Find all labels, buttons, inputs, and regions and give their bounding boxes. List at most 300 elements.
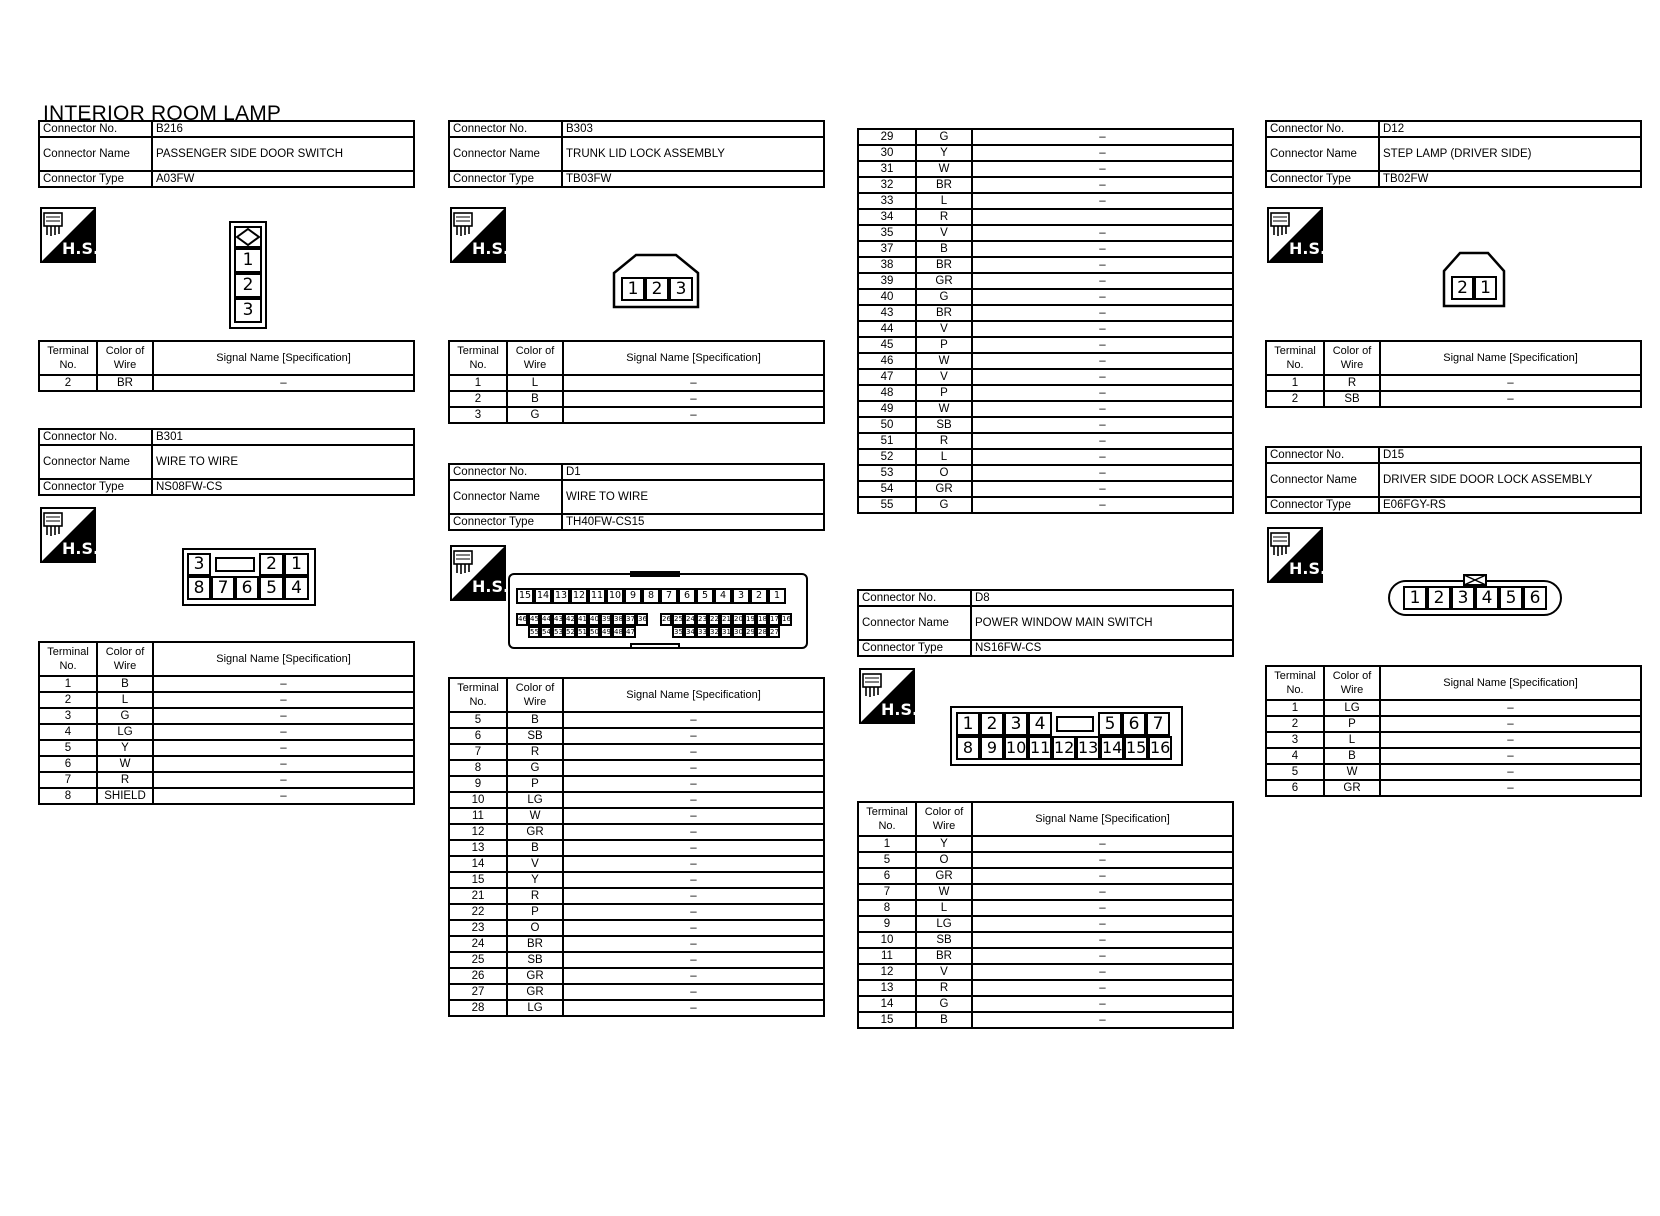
terminal-no-cell: 5: [39, 740, 97, 756]
wire-color-cell: L: [507, 375, 563, 391]
connector-pin: 3: [1451, 586, 1475, 610]
connector-key: [1056, 716, 1094, 732]
connector-latch-icon: [1463, 574, 1487, 586]
terminal-no-cell: 40: [858, 289, 916, 305]
signal-name-cell: –: [972, 353, 1233, 369]
terminal-no-cell: 5: [858, 852, 916, 868]
signal-name-cell: –: [563, 728, 824, 744]
terminal-no-cell: 46: [858, 353, 916, 369]
connector-pin: 1: [1474, 276, 1497, 300]
table-row: [39, 708, 414, 724]
table-row: [858, 257, 1233, 273]
connector-name-value: STEP LAMP (DRIVER SIDE): [1379, 137, 1641, 171]
wire-color-cell: G: [507, 760, 563, 776]
label-connector-type: Connector Type: [858, 640, 971, 656]
table-row: [449, 952, 824, 968]
connector-d8-face: [950, 706, 1183, 766]
connector-pin: 2: [1451, 276, 1474, 300]
wire-color-cell: GR: [507, 984, 563, 1000]
connector-pin: 40: [588, 613, 600, 626]
wire-color-cell: BR: [916, 305, 972, 321]
terminal-no-cell: 29: [858, 129, 916, 145]
color-header: Color of Wire: [97, 642, 153, 676]
signal-name-cell: –: [972, 289, 1233, 305]
connector-pin: 45: [528, 613, 540, 626]
signal-name-cell: –: [153, 740, 414, 756]
label-connector-name: Connector Name: [39, 445, 152, 479]
connector-d12-header: [1265, 120, 1642, 188]
table-row: [39, 676, 414, 692]
table-row: [449, 1000, 824, 1016]
signal-name-cell: –: [563, 824, 824, 840]
terminal-no-cell: 1: [1266, 700, 1324, 716]
signal-name-cell: –: [972, 980, 1233, 996]
label-connector-name: Connector Name: [858, 606, 971, 640]
hs-label: H.S.: [472, 577, 510, 596]
connector-d8-header: [857, 589, 1234, 657]
terminal-no-cell: 14: [858, 996, 916, 1012]
wire-color-cell: BR: [916, 948, 972, 964]
label-connector-name: Connector Name: [1266, 137, 1379, 171]
connector-pin: 2: [980, 712, 1004, 736]
connector-b216-terminal-table: [38, 340, 415, 392]
table-row: [858, 177, 1233, 193]
connector-pin: 10: [606, 588, 624, 604]
connector-name-value: DRIVER SIDE DOOR LOCK ASSEMBLY: [1379, 463, 1641, 497]
connector-pin: 12: [1052, 736, 1076, 760]
terminal-no-cell: 37: [858, 241, 916, 257]
terminal-no-cell: 5: [449, 712, 507, 728]
connector-b303-face: [612, 253, 700, 309]
wire-color-cell: GR: [507, 968, 563, 984]
terminal-no-cell: 32: [858, 177, 916, 193]
terminal-no-cell: 6: [449, 728, 507, 744]
wire-color-cell: G: [97, 708, 153, 724]
terminal-no-cell: 31: [858, 161, 916, 177]
signal-name-cell: –: [1380, 716, 1641, 732]
table-row: [1266, 375, 1641, 391]
signal-name-cell: –: [972, 241, 1233, 257]
connector-pin: 16: [780, 613, 792, 626]
terminal-no-cell: 10: [858, 932, 916, 948]
connector-d12-terminal-table: [1265, 340, 1642, 408]
signal-name-cell: –: [972, 948, 1233, 964]
table-row: [858, 321, 1233, 337]
connector-latch: [630, 643, 680, 649]
table-row: [1266, 748, 1641, 764]
hs-icon: [40, 507, 100, 563]
connector-no-value: B301: [152, 429, 414, 445]
table-row: [1266, 780, 1641, 796]
wire-color-cell: P: [507, 904, 563, 920]
connector-type-value: E06FGY-RS: [1379, 497, 1641, 513]
connector-pin: 1: [1403, 586, 1427, 610]
table-row: [858, 305, 1233, 321]
signal-name-cell: –: [972, 417, 1233, 433]
terminal-no-cell: 7: [449, 744, 507, 760]
hs-icon: [1267, 527, 1327, 583]
connector-pin: 36: [636, 613, 648, 626]
signal-name-cell: –: [972, 433, 1233, 449]
table-row: [858, 465, 1233, 481]
terminal-no-cell: 13: [449, 840, 507, 856]
terminal-no-header: Terminal No.: [858, 802, 916, 836]
wire-color-cell: W: [916, 401, 972, 417]
connector-b301-header: [38, 428, 415, 496]
connector-d15-face: [1388, 574, 1562, 618]
signal-name-cell: –: [972, 321, 1233, 337]
connector-latch: [630, 571, 680, 577]
terminal-no-cell: 3: [39, 708, 97, 724]
terminal-no-cell: 8: [449, 760, 507, 776]
connector-type-value: NS16FW-CS: [971, 640, 1233, 656]
connector-pin: 55: [530, 628, 539, 636]
terminal-no-cell: 51: [858, 433, 916, 449]
table-row: [449, 936, 824, 952]
table-row: [858, 932, 1233, 948]
signal-name-cell: –: [563, 952, 824, 968]
wire-color-cell: Y: [507, 872, 563, 888]
connector-d8-terminal-table: [857, 801, 1234, 1029]
signal-name-cell: –: [1380, 700, 1641, 716]
signal-name-cell: –: [1380, 732, 1641, 748]
connector-d15-header: [1265, 446, 1642, 514]
signal-name-cell: –: [972, 900, 1233, 916]
connector-pin: 5: [696, 588, 714, 604]
wire-color-cell: R: [1324, 375, 1380, 391]
wire-color-cell: SB: [507, 728, 563, 744]
connector-b303-header: [448, 120, 825, 188]
connector-pin: 52: [566, 628, 575, 636]
hs-icon: [1267, 207, 1327, 263]
wire-color-cell: GR: [507, 824, 563, 840]
connector-type-value: TH40FW-CS15: [562, 514, 824, 530]
connector-pin: 22: [708, 613, 720, 626]
terminal-no-cell: 2: [1266, 716, 1324, 732]
connector-pin: 6: [1122, 712, 1146, 736]
signal-name-cell: –: [1380, 748, 1641, 764]
wire-color-cell: L: [97, 692, 153, 708]
wire-color-cell: LG: [507, 792, 563, 808]
connector-pin: 35: [674, 628, 683, 636]
wire-color-cell: V: [916, 321, 972, 337]
connector-d1-terminal-table: [448, 677, 825, 1017]
connector-pin: 54: [542, 628, 551, 636]
table-row: [858, 852, 1233, 868]
connector-pin: 14: [534, 588, 552, 604]
wire-color-cell: BR: [916, 257, 972, 273]
connector-b303-terminal-table: [448, 340, 825, 424]
terminal-no-cell: 5: [1266, 764, 1324, 780]
table-row: [858, 1012, 1233, 1028]
terminal-no-header: Terminal No.: [1266, 666, 1324, 700]
connector-d12-face: [1442, 251, 1506, 308]
signal-name-cell: –: [972, 497, 1233, 513]
signal-name-cell: –: [563, 407, 824, 423]
wire-color-cell: W: [916, 353, 972, 369]
connector-pin: 38: [612, 613, 624, 626]
signal-header: Signal Name [Specification]: [153, 642, 414, 676]
wire-color-cell: R: [916, 433, 972, 449]
connector-pin: 3: [669, 277, 693, 301]
signal-name-cell: –: [563, 1000, 824, 1016]
terminal-no-cell: 2: [39, 375, 97, 391]
wire-color-cell: R: [916, 209, 972, 225]
connector-pin: 8: [187, 576, 211, 600]
label-connector-name: Connector Name: [449, 480, 562, 514]
signal-header: Signal Name [Specification]: [1380, 341, 1641, 375]
signal-name-cell: –: [972, 193, 1233, 209]
terminal-no-cell: 2: [449, 391, 507, 407]
connector-pin: 29: [746, 628, 755, 636]
wire-color-cell: LG: [916, 916, 972, 932]
signal-name-cell: –: [972, 449, 1233, 465]
wire-color-cell: O: [507, 920, 563, 936]
signal-name-cell: –: [153, 724, 414, 740]
signal-name-cell: –: [972, 1012, 1233, 1028]
terminal-no-header: Terminal No.: [449, 678, 507, 712]
connector-pin: 15: [1124, 736, 1148, 760]
connector-pin: 26: [660, 613, 672, 626]
table-row: [449, 744, 824, 760]
connector-pin: 24: [684, 613, 696, 626]
connector-type-value: TB02FW: [1379, 171, 1641, 187]
connector-pin: 9: [624, 588, 642, 604]
wire-color-cell: SB: [916, 417, 972, 433]
wire-color-cell: W: [97, 756, 153, 772]
table-row: [858, 980, 1233, 996]
terminal-no-cell: 33: [858, 193, 916, 209]
signal-name-cell: –: [1380, 375, 1641, 391]
signal-name-cell: –: [153, 375, 414, 391]
table-row: [858, 449, 1233, 465]
signal-name-cell: –: [972, 273, 1233, 289]
wire-color-cell: SB: [916, 932, 972, 948]
connector-pin: 4: [714, 588, 732, 604]
signal-name-cell: –: [972, 225, 1233, 241]
connector-pin: 7: [211, 576, 235, 600]
signal-name-cell: –: [153, 756, 414, 772]
terminal-no-cell: 9: [858, 916, 916, 932]
connector-key: [215, 557, 255, 572]
connector-pin: 31: [722, 628, 731, 636]
connector-pin: 3: [732, 588, 750, 604]
wire-color-cell: GR: [916, 868, 972, 884]
connector-pin: 50: [590, 628, 599, 636]
terminal-no-cell: 39: [858, 273, 916, 289]
terminal-no-cell: 27: [449, 984, 507, 1000]
signal-name-cell: –: [563, 744, 824, 760]
wire-color-cell: SB: [1324, 391, 1380, 407]
table-row: [449, 888, 824, 904]
wire-color-cell: V: [507, 856, 563, 872]
wire-color-cell: Y: [916, 145, 972, 161]
label-connector-type: Connector Type: [1266, 171, 1379, 187]
terminal-no-cell: 1: [858, 836, 916, 852]
hs-label: H.S.: [1289, 559, 1327, 578]
connector-d1-header: [448, 463, 825, 531]
signal-header: Signal Name [Specification]: [563, 678, 824, 712]
label-connector-name: Connector Name: [449, 137, 562, 171]
wire-color-cell: BR: [97, 375, 153, 391]
connector-no-value: B303: [562, 121, 824, 137]
connector-pin: 3: [187, 553, 211, 576]
table-row: [858, 868, 1233, 884]
wire-color-cell: P: [916, 385, 972, 401]
wire-color-cell: LG: [97, 724, 153, 740]
table-row: [858, 145, 1233, 161]
table-row: [858, 241, 1233, 257]
wire-color-cell: L: [916, 449, 972, 465]
signal-name-cell: –: [972, 465, 1233, 481]
label-connector-type: Connector Type: [39, 171, 152, 187]
connector-pin: 48: [614, 628, 623, 636]
signal-name-cell: –: [563, 391, 824, 407]
signal-name-cell: –: [972, 916, 1233, 932]
signal-name-cell: –: [563, 776, 824, 792]
page-title: INTERIOR ROOM LAMP: [43, 102, 282, 125]
hs-icon: [40, 207, 100, 263]
table-row: [858, 900, 1233, 916]
terminal-no-cell: 8: [858, 900, 916, 916]
terminal-no-cell: 47: [858, 369, 916, 385]
signal-name-cell: –: [153, 692, 414, 708]
wire-color-cell: B: [507, 840, 563, 856]
signal-name-cell: –: [972, 369, 1233, 385]
table-row: [858, 273, 1233, 289]
terminal-no-cell: 6: [39, 756, 97, 772]
signal-name-cell: –: [972, 836, 1233, 852]
table-row: [449, 904, 824, 920]
connector-pin: 6: [1523, 586, 1547, 610]
table-row: [858, 948, 1233, 964]
signal-name-cell: –: [153, 708, 414, 724]
table-row: [858, 337, 1233, 353]
color-header: Color of Wire: [1324, 666, 1380, 700]
wire-color-cell: G: [916, 129, 972, 145]
table-row: [449, 840, 824, 856]
signal-name-cell: –: [563, 920, 824, 936]
wire-color-cell: GR: [1324, 780, 1380, 796]
signal-name-cell: –: [972, 481, 1233, 497]
color-header: Color of Wire: [97, 341, 153, 375]
connector-no-value: D8: [971, 590, 1233, 606]
table-row: [858, 401, 1233, 417]
connector-pin: 20: [732, 613, 744, 626]
terminal-no-cell: 1: [449, 375, 507, 391]
wire-color-cell: P: [1324, 716, 1380, 732]
connector-pin: 47: [626, 628, 635, 636]
hs-icon: [450, 207, 510, 263]
terminal-no-cell: 25: [449, 952, 507, 968]
terminal-no-cell: 11: [858, 948, 916, 964]
terminal-no-header: Terminal No.: [1266, 341, 1324, 375]
connector-type-value: TB03FW: [562, 171, 824, 187]
signal-name-cell: –: [972, 257, 1233, 273]
connector-pin: 11: [1028, 736, 1052, 760]
table-row: [858, 369, 1233, 385]
connector-pin: 37: [624, 613, 636, 626]
connector-pin: 4: [1475, 586, 1499, 610]
connector-pin: 33: [698, 628, 707, 636]
connector-pin: 1: [234, 248, 262, 273]
signal-name-cell: –: [563, 936, 824, 952]
connector-b301-terminal-table: [38, 641, 415, 805]
signal-name-cell: –: [972, 385, 1233, 401]
table-row: [39, 772, 414, 788]
wire-color-cell: V: [916, 225, 972, 241]
terminal-no-cell: 53: [858, 465, 916, 481]
wire-color-cell: P: [916, 337, 972, 353]
terminal-no-cell: 15: [858, 1012, 916, 1028]
terminal-no-cell: 13: [858, 980, 916, 996]
connector-pin: 13: [1076, 736, 1100, 760]
table-row: [449, 375, 824, 391]
connector-pin: 8: [642, 588, 660, 604]
terminal-no-cell: 50: [858, 417, 916, 433]
wire-color-cell: V: [916, 964, 972, 980]
wire-color-cell: G: [916, 497, 972, 513]
signal-name-cell: [972, 209, 1233, 225]
connector-no-value: D15: [1379, 447, 1641, 463]
wire-color-cell: B: [916, 241, 972, 257]
table-row: [858, 353, 1233, 369]
connector-pin: 3: [1004, 712, 1028, 736]
table-row: [449, 824, 824, 840]
signal-name-cell: –: [972, 964, 1233, 980]
wire-color-cell: L: [1324, 732, 1380, 748]
signal-name-cell: –: [972, 161, 1233, 177]
connector-pin: 9: [980, 736, 1004, 760]
wire-color-cell: O: [916, 465, 972, 481]
table-row: [449, 808, 824, 824]
connector-d1-terminal-table-continued: [857, 128, 1234, 514]
terminal-no-cell: 45: [858, 337, 916, 353]
table-row: [1266, 732, 1641, 748]
terminal-no-cell: 43: [858, 305, 916, 321]
terminal-no-cell: 52: [858, 449, 916, 465]
connector-type-value: A03FW: [152, 171, 414, 187]
terminal-no-cell: 15: [449, 872, 507, 888]
connector-pin: 18: [756, 613, 768, 626]
signal-name-cell: –: [153, 788, 414, 804]
terminal-no-cell: 10: [449, 792, 507, 808]
signal-name-cell: –: [563, 792, 824, 808]
connector-no-value: D12: [1379, 121, 1641, 137]
table-row: [39, 756, 414, 772]
signal-name-cell: –: [563, 856, 824, 872]
signal-name-cell: –: [563, 984, 824, 1000]
connector-pin: 4: [1028, 712, 1052, 736]
signal-name-cell: –: [972, 337, 1233, 353]
wire-color-cell: GR: [916, 481, 972, 497]
connector-pin: 10: [1004, 736, 1028, 760]
connector-pin: 5: [259, 576, 284, 600]
connector-pin: 53: [554, 628, 563, 636]
label-connector-name: Connector Name: [1266, 463, 1379, 497]
signal-name-cell: –: [563, 712, 824, 728]
connector-name-value: POWER WINDOW MAIN SWITCH: [971, 606, 1233, 640]
connector-name-value: PASSENGER SIDE DOOR SWITCH: [152, 137, 414, 171]
connector-pin: 1: [956, 712, 980, 736]
wire-color-cell: B: [507, 391, 563, 407]
wire-color-cell: G: [507, 407, 563, 423]
table-row: [39, 724, 414, 740]
terminal-no-cell: 12: [858, 964, 916, 980]
table-row: [858, 884, 1233, 900]
table-row: [858, 225, 1233, 241]
label-connector-no: Connector No.: [39, 121, 152, 137]
